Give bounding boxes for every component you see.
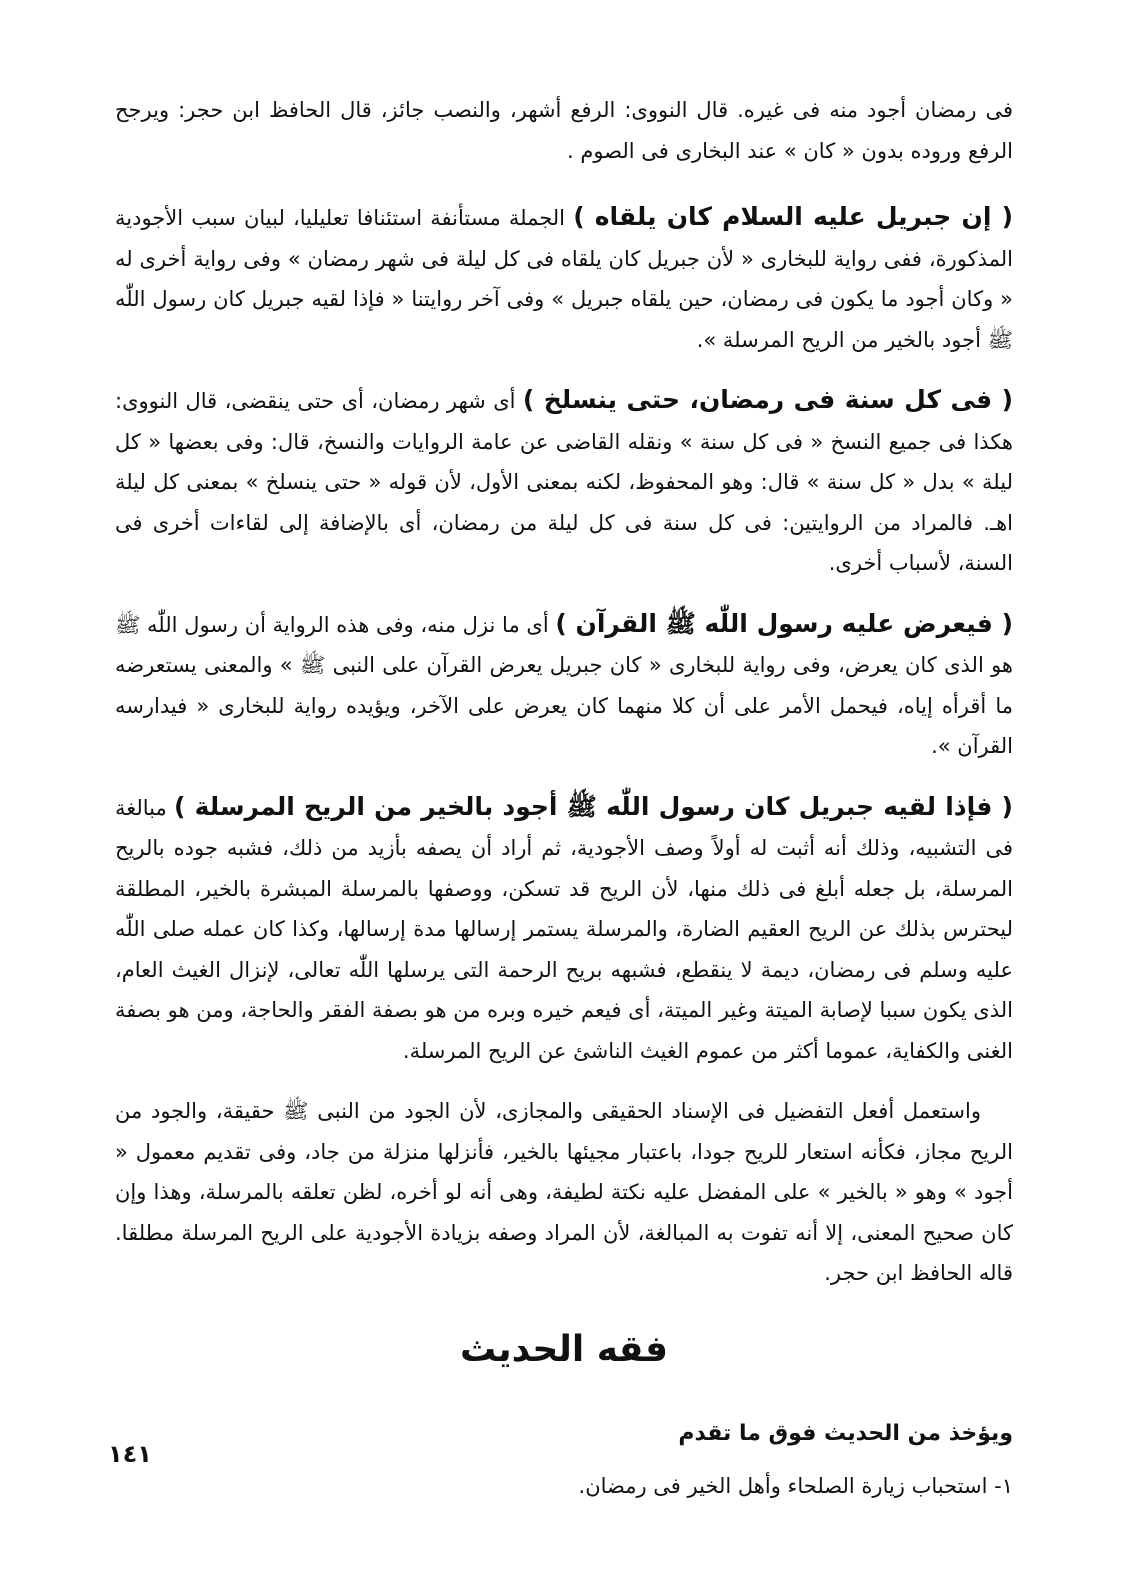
- paragraph-3-lemma: ( فى كل سنة فى رمضان، حتى ينسلخ ): [522, 385, 1014, 414]
- paragraph-6-text: واستعمل أفعل التفضيل فى الإسناد الحقيقى والمجازى، لأن الجود من النبى ﷺ حقيقة، والجود من الريح مجاز، فكأنه استعار للريح جودا، باعتبار مجيئها بالخير، فأنزلها منزلة من جاد، وفى تقديم معمول « أجود » وهو « بالخير » على المفضل عليه نكتة لطيفة، وهى أنه لو أخره، لظن تعلقه بالمرسلة، وهذا وإن كان صحيح المعنى، إلا أنه تفوت به المبالغة، لأن المراد وصفه بزيادة الأجودية على الريح المرسلة مطلقا. قاله الحافظ ابن حجر.: [115, 1099, 1013, 1285]
- paragraph-2: [115, 197, 1013, 360]
- paragraph-6: [115, 1091, 1013, 1294]
- list-item: ١- استحباب زيارة الصلحاء وأهل الخير فى رمضان.: [578, 1473, 1013, 1498]
- paragraph-4-lemma: ( فيعرض عليه رسول اللّٰه ﷺ القرآن ): [555, 608, 1013, 638]
- paragraph-4: [115, 604, 1013, 767]
- paragraph-3-text: أى شهر رمضان، أى حتى ينقضى، قال النووى: هكذا فى جميع النسخ « فى كل سنة » ونقله القاضى عن عامة الروايات والنسخ، قال: وفى بعضها « كل ليلة » بدل « كل سنة » قال: وهو المحفوظ، لكنه بمعنى الأول، لأن قوله « حتى ينسلخ » بمعنى كل ليلة اهـ. فالمراد من الروايتين: فى كل سنة فى كل ليلة من رمضان، أى بالإضافة إلى لقاءات أخرى فى السنة، لأسباب أخرى.: [115, 389, 1013, 575]
- paragraph-5-text: مبالغة فى التشبيه، وذلك أنه أثبت له أولاً وصف الأجودية، ثم أراد أن يصفه بأزيد من ذلك، فشبه جوده بالريح المرسلة، بل جعله أبلغ فى ذلك منها، لأن الريح قد تسكن، ووصفها بالمرسلة المبشرة بالخير، المطلقة ليحترس بذلك عن الريح العقيم الضارة، والمرسلة يستمر إرسالها مدة إرسالها، وكذا كان عمله صلى اللّٰه عليه وسلم فى رمضان، ديمة لا ينقطع، فشبهه بريح الرحمة التى يرسلها اللّٰه تعالى، لإنزال الغيث العام، الذى يكون سببا لإصابة الميتة وغير الميتة، أى فيعم خيره وبره من هو بصفة الفقر والحاجة، ومن هو بصفة الغنى والكفاية، عموما أكثر من عموم الغيث الناشئ عن الريح المرسلة.: [115, 795, 1013, 1063]
- paragraph-1-text: فى رمضان أجود منه فى غيره. قال النووى: الرفع أشهر، والنصب جائز، قال الحافظ ابن حجر: ويرجح الرفع وروده بدون « كان » عند البخارى فى الصوم .: [115, 98, 1013, 163]
- page-number: ١٤١: [108, 1440, 152, 1468]
- paragraph-2-lemma: ( إن جبريل عليه السلام كان يلقاه ): [573, 202, 1013, 231]
- page-body: [115, 90, 1013, 1506]
- paragraph-4-text: أى ما نزل منه، وفى هذه الرواية أن رسول اللّٰه ﷺ هو الذى كان يعرض، وفى رواية للبخارى « كان جبريل يعرض القرآن على النبى ﷺ » والمعنى يستعرضه ما أقرأه إياه، فيحمل الأمر على أن كلا منهما كان يعرض على الآخر، ويؤيده رواية للبخارى « فيدارسه القرآن ».: [115, 612, 1013, 758]
- paragraph-3: [115, 380, 1013, 584]
- paragraph-5: [115, 787, 1013, 1072]
- paragraph-2-text: الجملة مستأنفة استئنافا تعليليا، لبيان سبب الأجودية المذكورة، ففى رواية للبخارى « لأن جبريل كان يلقاه فى كل ليلة فى شهر رمضان » وفى رواية أخرى له « وكان أجود ما يكون فى رمضان، حين يلقاه جبريل » وفى آخر روايتنا « فإذا لقيه جبريل كان رسول اللّٰه ﷺ أجود بالخير من الريح المرسلة ».: [115, 206, 1013, 352]
- section-title: فقه الحديث: [459, 1328, 669, 1370]
- section-subheading: ويؤخذ من الحديث فوق ما تقدم: [678, 1420, 1013, 1446]
- paragraph-5-lemma: ( فإذا لقيه جبريل كان رسول اللّٰه ﷺ أجود بالخير من الريح المرسلة ): [173, 791, 1013, 821]
- paragraph-1: [115, 90, 1013, 171]
